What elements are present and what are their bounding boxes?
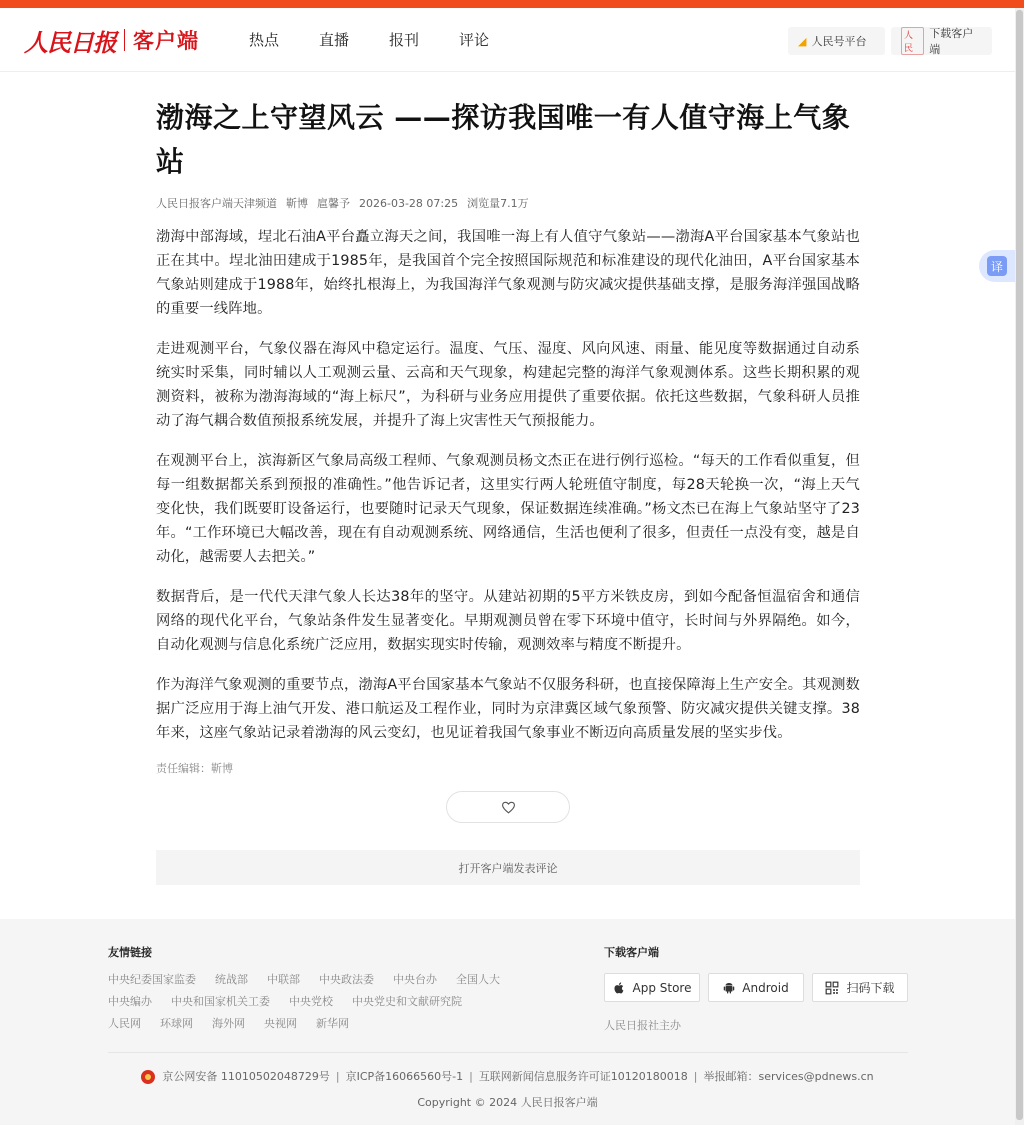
police-record[interactable]: 京公网安备 11010502048729号 [162,1070,330,1083]
paragraph: 在观测平台上，滨海新区气象局高级工程师、气象观测员杨文杰正在进行例行巡检。“每天的工作看似重复，但每一组数据都关系到预报的准确性。”他告诉记者，这里实行两人轮班值守制度，每28天轮换一次，“海上天气变化快，我们既要盯设备运行，也要随时记录天气现象，保证数据连续准确。”杨文杰已在海上气象站坚守了23年。“工作环境已大幅改善，现在有自动观测系统、网络通信，生活也便利了很多，但责任一点没有变，越是自动化，越需要人去把关。” [156,453,860,565]
app-logo-icon: 人民 [901,27,924,55]
icp-record[interactable]: 京ICP备16066560号-1 [345,1070,464,1083]
copyright: Copyright © 2024 人民日报客户端 [417,1096,598,1109]
police-badge-icon [141,1070,155,1084]
report-email: 举报邮箱：services@pdnews.cn [703,1070,874,1083]
heart-icon [501,800,516,815]
scrollbar[interactable] [1015,8,1024,1125]
friend-links [108,946,568,1039]
download-app-button[interactable] [891,27,992,55]
meta-views: 浏览量7.1万 [467,197,529,210]
paragraph: 数据背后，是一代代天津气象人长达38年的坚守。从建站初期的5平方米铁皮房，到如今配备恒温宿舍和通信网络的现代化平台，气象站条件发生显著变化。早期观测员曾在零下环境中值守，长时间与外界隔绝。如今，自动化观测与信息化系统广泛应用，数据实现实时传输，观测效率与精度不断提升。 [156,589,860,653]
article-meta [156,196,860,212]
friend-link[interactable]: 统战部 [215,973,248,986]
app-store-button[interactable] [604,973,700,1002]
android-button[interactable] [708,973,804,1002]
logo-mark: 人民日报 [24,27,116,57]
friend-link[interactable]: 中央台办 [393,973,437,986]
friend-link[interactable]: 全国人大 [456,973,500,986]
friend-link[interactable]: 央视网 [264,1017,297,1030]
download-label: 下载客户端 [929,27,974,56]
host-text: 人民日报社主办 [604,1019,681,1032]
logo-divider [124,29,125,51]
translate-icon: 译 [987,256,1007,276]
top-accent-bar [0,0,1024,8]
nav-live[interactable]: 直播 [319,31,350,49]
megaphone-icon: ◢ [798,34,807,48]
separator: | [693,1070,698,1083]
friend-link[interactable]: 中联部 [267,973,300,986]
download-title: 下载客户端 [604,946,659,959]
platform-label: 人民号平台 [811,35,867,48]
qr-code-icon [825,981,839,995]
separator: | [335,1070,340,1083]
like-button[interactable] [446,791,570,823]
footer-divider [108,1052,908,1053]
paragraph: 作为海洋气象观测的重要节点，渤海A平台国家基本气象站不仅服务科研，也直接保障海上生产安全。其观测数据广泛应用于海上油气开发、港口航运及工程作业，同时为京津冀区域气象预警、防灾减灾提供关键支撑。38年来，这座气象站记录着渤海的风云变幻，也见证着我国气象事业不断迈向高质量发展的坚实步伐。 [156,677,860,741]
news-license: 互联网新闻信息服务许可证10120180018 [478,1070,688,1083]
nav-comment[interactable]: 评论 [459,31,490,49]
meta-author: 扈馨予 [317,197,350,210]
paragraph: 渤海中部海域，埕北石油A平台矗立海天之间，我国唯一海上有人值守气象站——渤海A平台国家基本气象站也正在其中。埕北油田建成于1985年，是我国首个完全按照国际规范和标准建设的现代化油田，A平台国家基本气象站则建成于1988年，始终扎根海上，为我国海洋气象观测与防灾减灾提供基础支撑，是服务海洋强国战略的重要一线阵地。 [156,229,860,317]
friend-links-row [108,973,568,987]
download-buttons [604,973,908,1002]
friend-link[interactable]: 新华网 [316,1017,349,1030]
friend-link[interactable]: 环球网 [160,1017,193,1030]
scan-label: 扫码下载 [846,981,895,995]
friend-link[interactable]: 中央党校 [289,995,333,1008]
meta-datetime: 2026-03-28 07:25 [359,197,459,210]
responsible-editor: 责任编辑：靳博 [156,762,233,775]
friend-links-row [108,1017,568,1031]
friend-link[interactable]: 人民网 [108,1017,141,1030]
logo-subtitle: 客户端 [133,29,199,53]
scan-download-button[interactable] [812,973,908,1002]
comment-label: 打开客户端发表评论 [458,861,558,875]
main-nav [249,30,529,50]
friend-link[interactable]: 中央纪委国家监委 [108,973,196,986]
nav-newspaper[interactable]: 报刊 [389,31,420,49]
friend-link[interactable]: 中央政法委 [319,973,374,986]
download-section [604,946,908,1033]
apple-icon [613,981,626,995]
site-header [0,8,1015,72]
friend-link[interactable]: 中央和国家机关工委 [171,995,270,1008]
article-body [156,225,860,745]
app-store-label: App Store [632,980,692,995]
friend-link[interactable]: 中央编办 [108,995,152,1008]
article-title: 渤海之上守望风云 ——探访我国唯一有人值守海上气象站 [156,101,851,178]
meta-source: 人民日报客户端天津频道 [156,197,277,210]
android-label: Android [742,980,789,995]
nav-hot[interactable]: 热点 [249,31,280,49]
friend-link[interactable]: 海外网 [212,1017,245,1030]
separator: | [469,1070,473,1083]
translate-button[interactable] [979,250,1015,282]
meta-author: 靳博 [286,197,308,210]
site-logo[interactable] [24,24,199,56]
icp-info [0,1069,1015,1085]
open-app-comment-button[interactable] [156,850,860,885]
scrollbar-thumb[interactable] [1016,10,1023,1120]
android-icon [723,981,735,995]
platform-button[interactable] [788,27,885,55]
paragraph: 走进观测平台，气象仪器在海风中稳定运行。温度、气压、湿度、风向风速、雨量、能见度等数据通过自动系统实时采集，同时辅以人工观测云量、云高和天气现象，构建起完整的海洋气象观测体系。这些长期积累的观测资料，被称为渤海海域的“海上标尺”，为科研与业务应用提供了重要依据。依托这些数据，气象科研人员推动了海气耦合数值预报系统发展，并提升了海上灾害性天气预报能力。 [156,341,860,429]
friend-links-title: 友情链接 [108,946,152,959]
friend-link[interactable]: 中央党史和文献研究院 [352,995,462,1008]
article [156,96,860,776]
site-footer [0,919,1015,1125]
friend-links-row [108,995,568,1009]
